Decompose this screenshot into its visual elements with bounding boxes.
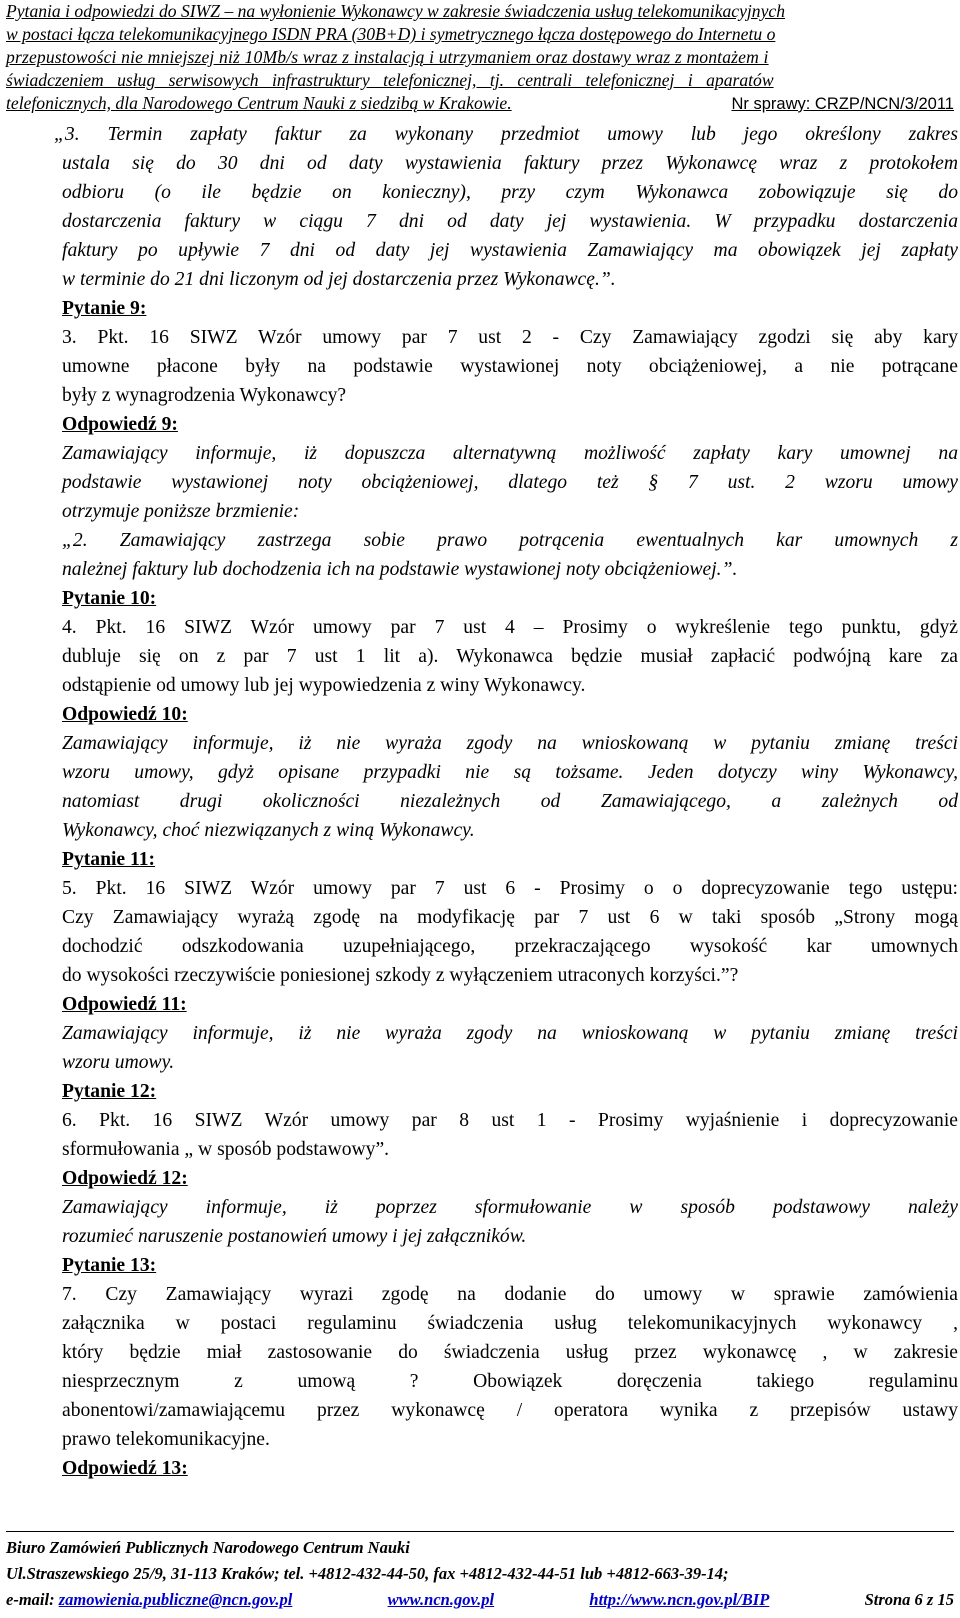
- footer-email-prefix: e-mail:: [6, 1590, 59, 1609]
- answer-label: Odpowiedź 10:: [62, 704, 188, 725]
- text-line: niesprzecznym z umową ? Obowiązek doręczenia takiego regulaminu: [62, 1371, 958, 1392]
- header-line: Pytania i odpowiedzi do SIWZ – na wyłonienie Wykonawcy w zakresie świadczenia usług telekomunikacyjnych: [6, 1, 786, 21]
- text-line: podstawie wystawionej noty obciążeniowej, dlatego też § 7 ust. 2 wzoru umowy: [62, 472, 958, 493]
- answer-label: Odpowiedź 9:: [62, 414, 178, 435]
- page-header: [6, 0, 954, 116]
- text-line: który będzie miał zastosowanie do świadczenia usług przez wykonawcę , w zakresie: [62, 1342, 958, 1363]
- text-line: Wykonawcy, choć niezwiązanych z winą Wykonawcy.: [62, 820, 475, 841]
- text-line: rozumieć naruszenie postanowień umowy i jej załączników.: [62, 1226, 527, 1247]
- text-line: Czy Zamawiający wyrażą zgodę na modyfikację par 7 ust 6 w taki sposób „Strony mogą: [62, 907, 958, 928]
- answer-label: Odpowiedź 12:: [62, 1168, 188, 1189]
- text-line: dochodzić odszkodowania uzupełniającego, przekraczającego wysokość kar umownych: [62, 936, 958, 957]
- text-line: faktury po upływie 7 dni od daty jej wystawienia Zamawiający ma obowiązek jej zapłaty: [62, 240, 958, 261]
- bip-link[interactable]: http://www.ncn.gov.pl/BIP: [589, 1590, 770, 1609]
- text-line: 7. Czy Zamawiający wyrazi zgodę na dodanie do umowy w sprawie zamówienia: [62, 1284, 958, 1305]
- header-last-line: [6, 92, 954, 116]
- text-line: należnej faktury lub dochodzenia ich na podstawie wystawionej noty obciążeniowej.”.: [62, 559, 738, 580]
- document-body: [54, 120, 958, 1483]
- question-label: Pytanie 13:: [62, 1255, 157, 1276]
- text-line: 6. Pkt. 16 SIWZ Wzór umowy par 8 ust 1 - Prosimy wyjaśnienie i doprecyzowanie: [62, 1110, 958, 1131]
- question-label: Pytanie 9:: [62, 298, 147, 319]
- text-line: dubluje się on z par 7 ust 1 lit a). Wykonawca będzie musiał zapłacić podwójną kare za: [62, 646, 958, 667]
- text-line: prawo telekomunikacyjne.: [62, 1429, 270, 1450]
- footer-email-group: [6, 1587, 292, 1613]
- text-line: abonentowi/zamawiającemu przez wykonawcę / operatora wynika z przepisów ustawy: [62, 1400, 958, 1421]
- text-line: załącznika w postaci regulaminu świadczenia usług telekomunikacyjnych wykonawcy ,: [62, 1313, 958, 1334]
- footer-address: Ul.Straszewskiego 25/9, 31-113 Kraków; tel. +4812-432-44-50, fax +4812-432-44-51 lub +4812-663-39-14;: [6, 1564, 729, 1583]
- header-line: przepustowości nie mniejszej niż 10Mb/s wraz z instalacją i utrzymaniem oraz dostawy wraz z montażem i: [6, 47, 769, 67]
- answer-text: [62, 729, 958, 845]
- text-line: do wysokości rzeczywiście poniesionej szkody z wyłączeniem utraconych korzyści.”?: [62, 965, 739, 986]
- answer-text: [62, 439, 958, 584]
- email-link[interactable]: zamowienia.publiczne@ncn.gov.pl: [58, 1590, 293, 1609]
- answer-label: Odpowiedź 11:: [62, 994, 187, 1015]
- header-line: w postaci łącza telekomunikacyjnego ISDN PRA (30B+D) i symetrycznego łącza dostępowego do Internetu o: [6, 24, 776, 44]
- text-line: Zamawiający informuje, iż poprzez sformułowanie w sposób podstawowy należy: [62, 1197, 958, 1218]
- text-line: wzoru umowy, gdyż opisane przypadki nie są tożsame. Jeden dotyczy winy Wykonawcy,: [62, 762, 958, 783]
- question-text: [62, 613, 958, 700]
- question-text: [62, 874, 958, 990]
- answer-label: Odpowiedź 13:: [62, 1458, 188, 1479]
- answer-text: [62, 1019, 958, 1077]
- text-line: 5. Pkt. 16 SIWZ Wzór umowy par 7 ust 6 - Prosimy o o doprecyzowanie tego ustępu:: [62, 878, 958, 899]
- text-line: odstąpienie od umowy lub jej wypowiedzenia z winy Wykonawcy.: [62, 675, 586, 696]
- text-line: sformułowania „ w sposób podstawowy”.: [62, 1139, 390, 1160]
- case-number: Nr sprawy: CRZP/NCN/3/2011: [731, 95, 954, 113]
- contract-clause-quote: [54, 120, 958, 294]
- page-footer: [6, 1535, 954, 1613]
- text-line: otrzymuje poniższe brzmienie:: [62, 501, 300, 522]
- answer-text: [62, 1193, 958, 1251]
- text-line: odbioru (o ile będzie on konieczny), przy czym Wykonawca zobowiązuje się do: [62, 182, 958, 203]
- question-text: [62, 1280, 958, 1454]
- text-line: „3. Termin zapłaty faktur za wykonany przedmiot umowy lub jego określony zakres: [54, 124, 958, 145]
- text-line: dostarczenia faktury w ciągu 7 dni od daty jej wystawienia. W przypadku dostarczenia: [62, 211, 958, 232]
- text-line: 4. Pkt. 16 SIWZ Wzór umowy par 7 ust 4 – Prosimy o wykreślenie tego punktu, gdyż: [62, 617, 958, 638]
- footer-divider: [6, 1531, 954, 1532]
- header-line: telefonicznych, dla Narodowego Centrum Nauki z siedzibą w Krakowie.: [6, 93, 512, 113]
- text-line: wzoru umowy.: [62, 1052, 175, 1073]
- header-line: świadczeniem usług serwisowych infrastruktury telefonicznej, tj. centrali telefonicznej i aparatów: [6, 70, 774, 90]
- question-label: Pytanie 10:: [62, 588, 157, 609]
- footer-links: [6, 1587, 954, 1613]
- text-line: ustala się do 30 dni od daty wystawienia faktury przez Wykonawcę wraz z protokołem: [62, 153, 958, 174]
- text-line: umowne płacone były na podstawie wystawionej noty obciążeniowej, a nie potrącane: [62, 356, 958, 377]
- website-link[interactable]: www.ncn.gov.pl: [387, 1590, 495, 1609]
- question-text: [62, 1106, 958, 1164]
- page-number: Strona 6 z 15: [864, 1590, 954, 1609]
- question-label: Pytanie 12:: [62, 1081, 157, 1102]
- text-line: natomiast drugi okoliczności niezależnych od Zamawiającego, a zależnych od: [62, 791, 958, 812]
- text-line: Zamawiający informuje, iż nie wyraża zgody na wnioskowaną w pytaniu zmianę treści: [62, 1023, 958, 1044]
- footer-office: Biuro Zamówień Publicznych Narodowego Centrum Nauki: [6, 1538, 410, 1557]
- text-line: były z wynagrodzenia Wykonawcy?: [62, 385, 347, 406]
- text-line: Zamawiający informuje, iż nie wyraża zgody na wnioskowaną w pytaniu zmianę treści: [62, 733, 958, 754]
- question-label: Pytanie 11:: [62, 849, 156, 870]
- text-line: 3. Pkt. 16 SIWZ Wzór umowy par 7 ust 2 - Czy Zamawiający zgodzi się aby kary: [62, 327, 958, 348]
- text-line: w terminie do 21 dni liczonym od jej dostarczenia przez Wykonawcę.”.: [62, 269, 616, 290]
- question-text: [62, 323, 958, 410]
- text-line: „2. Zamawiający zastrzega sobie prawo potrącenia ewentualnych kar umownych z: [62, 530, 958, 551]
- text-line: Zamawiający informuje, iż dopuszcza alternatywną możliwość zapłaty kary umownej na: [62, 443, 958, 464]
